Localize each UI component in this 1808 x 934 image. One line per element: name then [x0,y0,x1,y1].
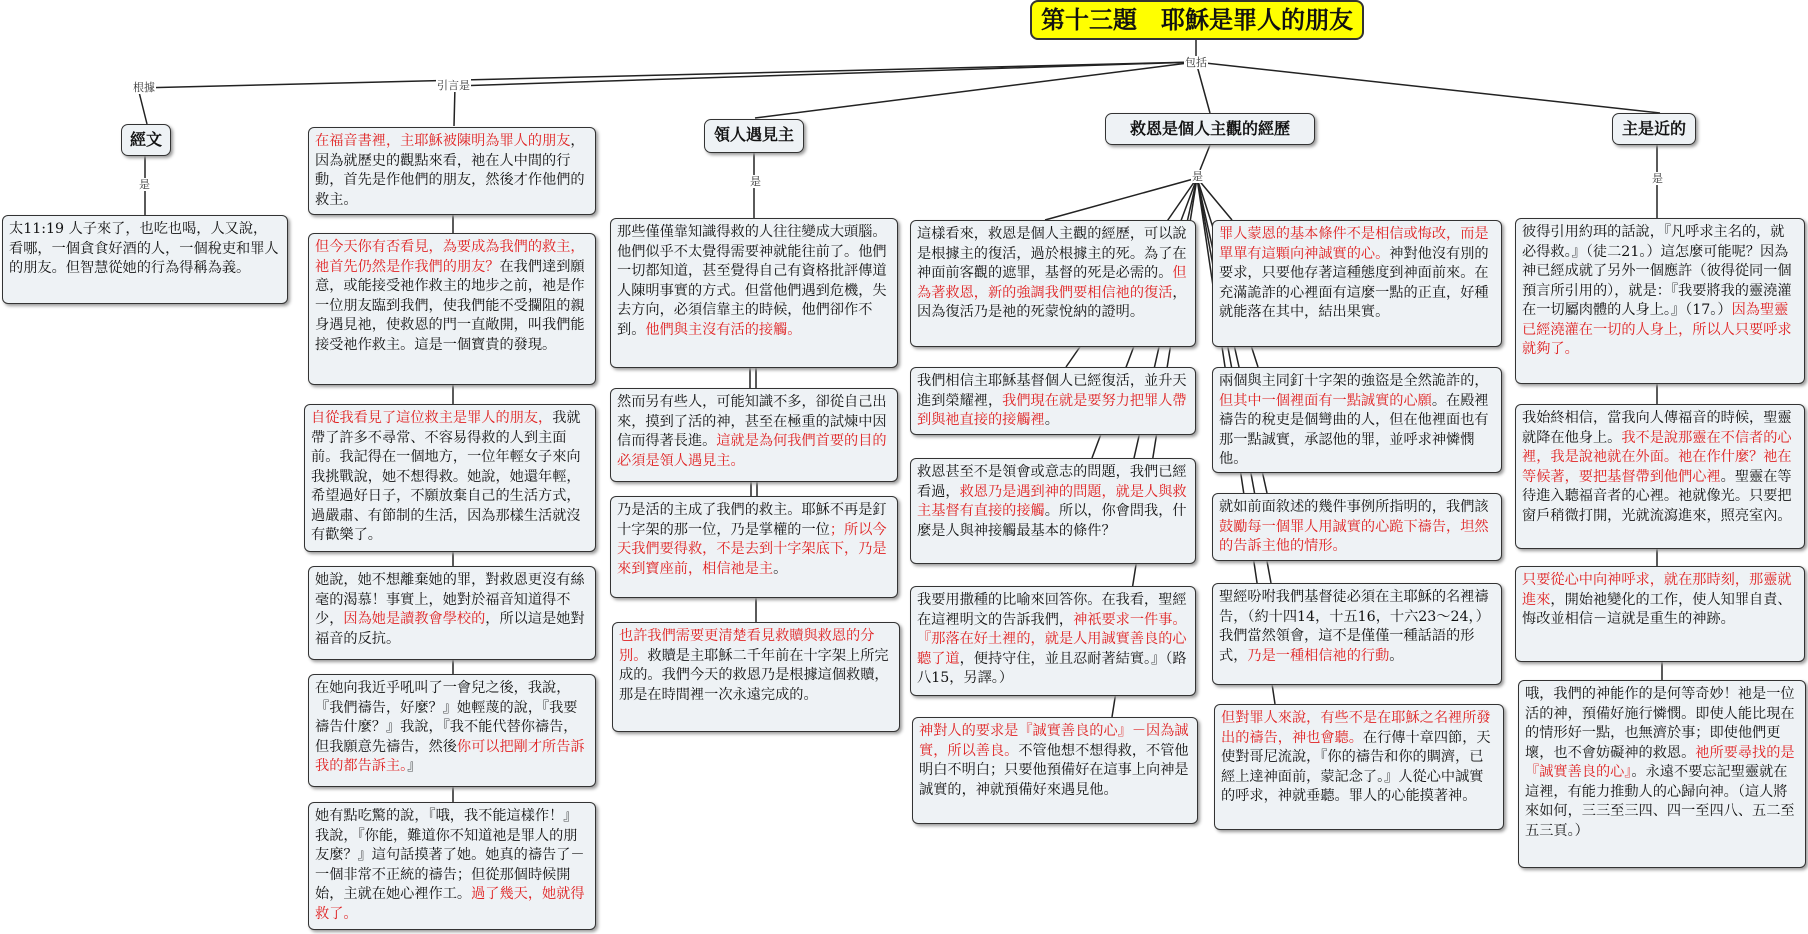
condition-box-3: 就如前面敘述的幾件事例所指明的，我們該鼓勵每一個罪人用誠實的心跪下禱告，坦然的告訴主他的情形。 [1212,493,1502,561]
intro-box-5: 在她向我近乎吼叫了一會兒之後，我說，『我們禱告，好麼？』她輕蔑的說，『我要禱告什麼？』我說，『我不能代替你禱告，但我願意先禱告，然後你可以把剛才所告訴我的都告訴主。』 [308,674,596,787]
condition-box-5: 但對罪人來說，有些不是在耶穌之名裡所發出的禱告，神也會聽。在行傳十章四節，天使對哥尼流說，『你的禱告和你的賙濟，已經上達神面前，蒙記念了。』人從心中誠實的呼求，神就垂聽。罪人的心能摸著神。 [1214,704,1504,830]
link-label-shi-6: 是 [1652,172,1663,185]
link-label-shi-4: 是 [1192,170,1203,183]
condition-box-1: 罪人蒙恩的基本條件不是相信或悔改，而是單單有這顆向神誠實的心。神對他沒有別的要求，只要他存著這種態度到神面前來。在充滿詭詐的心裡面有這麼一點的正直，好種就能落在其中，結出果實。 [1212,220,1502,347]
heading-jiuen: 救恩是個人主觀的經歷 [1105,113,1315,145]
condition-box-4: 聖經吩咐我們基督徒必須在主耶穌的名裡禱告，（約十四14，十五16，十六23～24，）我們當然領會，這不是僅僅一種話語的形式，乃是一種相信祂的行動。 [1212,583,1502,685]
condition-box-2: 兩個與主同釘十字架的強盜是全然詭詐的，但其中一個裡面有一點誠實的心願。在殿裡禱告的稅吏是個彎曲的人，但在他裡面也有那一點誠實，承認他的罪，並呼求神憐憫他。 [1212,367,1502,473]
lead-box-2: 然而另有些人，可能知識不多，卻從自己出來，摸到了活的神，甚至在極重的試煉中因信而得著長進。這就是為何我們首要的目的必須是領人遇見主。 [610,388,898,482]
intro-box-6: 她有點吃驚的說，『哦，我不能這樣作！』我說，『你能，難道你不知道祂是罪人的朋友麼？』這句話摸著了她。她真的禱告了－一個非常不正統的禱告；但從那個時候開始，主就在她心裡作工。過了幾天，她就得救了。 [308,802,596,930]
intro-box-3: 自從我看見了這位救主是罪人的朋友，我就帶了許多不尋常、不容易得救的人到主面前。我記得在一個地方，一位年輕女子來向我挑戰說，她不想得救。她說，她還年輕，希望過好日子，不願放棄自己的生活方式，過嚴肅、有節制的生活，因為那樣生活就沒有歡樂了。 [304,404,596,552]
link-label-shi-3: 是 [750,175,761,188]
near-box-2: 我始終相信，當我向人傳福音的時候，聖靈就降在他身上。我不是說那靈在不信者的心裡，我是說祂就在外面。祂在作什麼？祂在等候著，要把基督帶到他們心裡。聖靈在等待進入聽福音者的心裡。祂就像光。只要把窗戶稍微打開，光就流瀉進來，照亮室內。 [1515,404,1805,549]
intro-box-2: 但今天你有否看見，為要成為我們的救主，祂首先仍然是作我們的朋友？在我們達到願意，或能接受祂作救主的地步之前，祂是作一位朋友臨到我們，使我們能不受攔阻的親身遇見祂，使救恩的門一直敞開，叫我們能接受祂作救主。這是一個寶貴的發現。 [308,233,596,385]
salvation-box-1: 這樣看來，救恩是個人主觀的經歷，可以說是根據主的復活，過於根據主的死。為了在神面前客觀的遮罪，基督的死是必需的。但為著救恩，新的強調我們要相信祂的復活，因為復活乃是祂的死蒙悅納的證明。 [910,220,1196,347]
lead-box-3: 乃是活的主成了我們的救主。耶穌不再是釘十字架的那一位，乃是掌權的一位；所以今天我們要得救，不是去到十字架底下，乃是來到寶座前，相信祂是主。 [610,496,898,598]
link-label-yinyan: 引言是 [437,79,470,92]
near-box-3: 只要從心中向神呼求，就在那時刻，那靈就進來，開始祂變化的工作，使人知罪自責、悔改並相信－這就是重生的神跡。 [1515,566,1805,662]
salvation-box-2: 我們相信主耶穌基督個人已經復活，並升天進到榮耀裡，我們現在就是要努力把罪人帶到與祂直接的接觸裡。 [910,367,1196,435]
heading-zhujin: 主是近的 [1612,113,1696,145]
page-title: 第十三題 耶穌是罪人的朋友 [1030,0,1364,40]
lead-box-4: 也許我們需要更清楚看見救贖與救恩的分別。救贖是主耶穌二千年前在十字架上所完成的。我們今天的救恩乃是根據這個救贖，那是在時間裡一次永遠完成的。 [612,622,900,732]
salvation-box-3: 救恩甚至不是領會或意志的問題，我們已經看過，救恩乃是遇到神的問題，就是人與救主基督有直接的接觸。所以，你會問我，什麼是人與神接觸最基本的條件？ [910,458,1196,564]
near-box-4: 哦，我們的神能作的是何等奇妙！祂是一位活的神，預備好施行憐憫。即使人能比現在的情形好一點，也無濟於事；即使他們更壞，也不會妨礙神的救恩。祂所要尋找的是『誠實善良的心』。永遠不要忘記聖靈就在這裡，有能力推動人的心歸向神。（這人將來如何，三三至三四、四一至四八、五二至五三頁。） [1518,680,1806,868]
heading-lingren: 領人遇見主 [704,119,804,153]
lead-box-1: 那些僅僅靠知識得救的人往往變成大頭腦。他們似乎不太覺得需要神就能往前了。他們一切都知道，甚至覺得自己有資格批評傳道人陳明事實的方式。但當他們遇到危機，失去方向，必須信靠主的時候，他們卻作不到。他們與主沒有活的接觸。 [610,218,898,368]
intro-box-1: 在福音書裡，主耶穌被陳明為罪人的朋友，因為就歷史的觀點來看，祂在人中間的行動，首先是作他們的朋友，然後才作他們的救主。 [308,127,596,215]
scripture-box: 太11:19 人子來了，也吃也喝，人又說，看哪，一個貪食好酒的人，一個稅吏和罪人的朋友。但智慧從她的行為得稱為義。 [2,215,288,304]
intro-box-4: 她說，她不想離棄她的罪，對救恩更沒有絲毫的渴慕！事實上，她對於福音知道得不少，因為她是讀教會學校的，所以這是她對福音的反抗。 [308,566,596,660]
link-label-baokuo: 包括 [1185,56,1207,69]
link-label-genju: 根據 [133,81,155,94]
heading-jingwen: 經文 [121,124,171,156]
link-label-shi-1: 是 [139,178,150,191]
near-box-1: 彼得引用約珥的話說，『凡呼求主名的，就必得救。』（徒二21。）這怎麼可能呢？因為神已經成就了另外一個應許（彼得從同一個預言所引用的），就是：『我要將我的靈澆灌在一切屬肉體的人身上。』（17。）因為聖靈已經澆灌在一切的人身上，所以人只要呼求就夠了。 [1515,218,1805,384]
salvation-box-4: 我要用撒種的比喻來回答你。在我看，聖經在這裡明文的告訴我們，神祇要求一件事。『那落在好土裡的，就是人用誠實善良的心聽了道，便持守住，並且忍耐著結實。』（路八15，另譯。） [910,586,1196,696]
salvation-box-5: 神對人的要求是『誠實善良的心』－因為誠實，所以善良。不管他想不想得救，不管他明白不明白；只要他預備好在這事上向神是誠實的，神就預備好來遇見他。 [912,717,1198,824]
